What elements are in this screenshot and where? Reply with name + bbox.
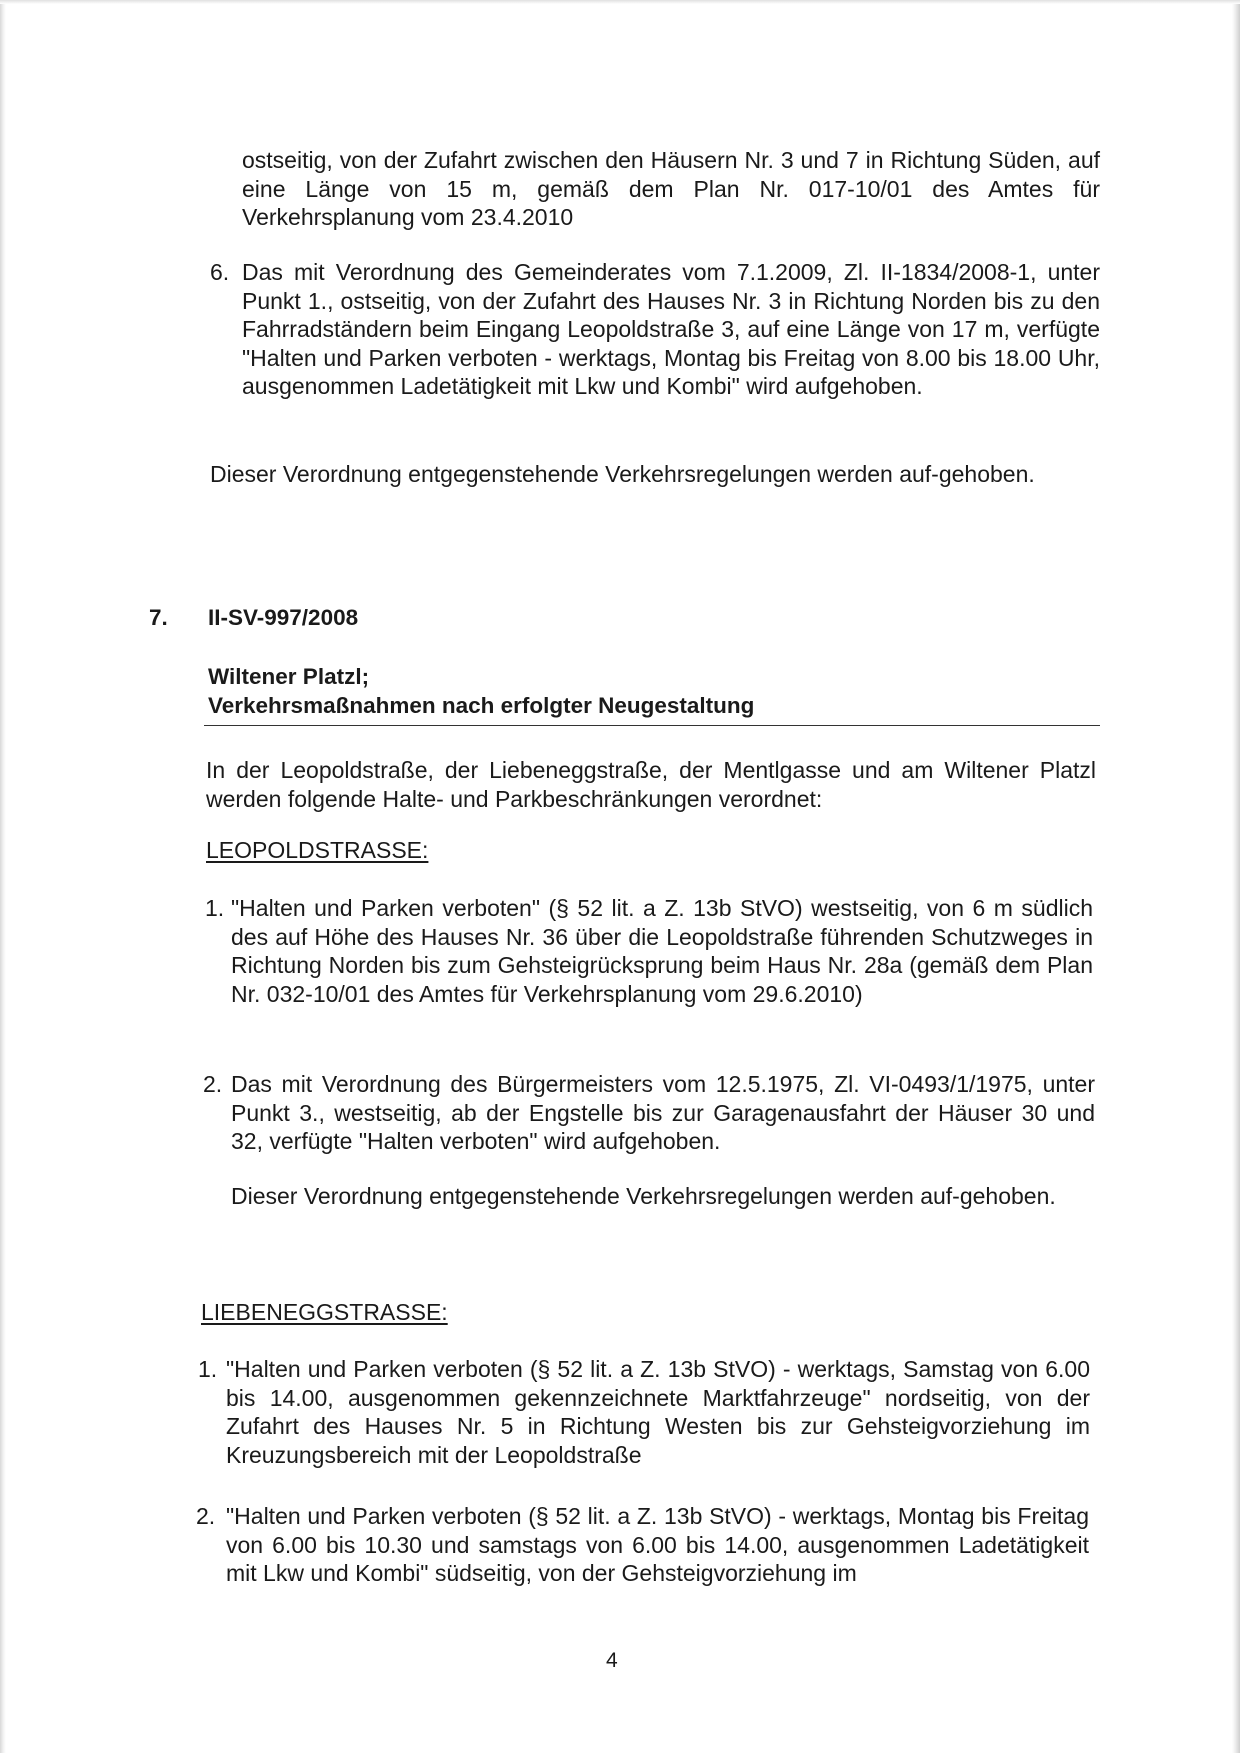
section-intro: In der Leopoldstraße, der Liebeneggstraße, der Mentlgasse und am Wiltener Platzl werden folgende Halte- und Parkbeschränkungen verordnet: [206, 757, 1096, 812]
list-item-text: "Halten und Parken verboten (§ 52 lit. a Z. 13b StVO) - werktags, Samstag von 6.00 bis 14.00, ausgenommen gekennzeichnete Marktfahrzeuge" nordseitig, von der Zufahrt des Hauses Nr. 5 in Richtung Westen bis zur Gehsteigvorziehung im Kreuzungsbereich mit der Leopoldstraße [226, 1356, 1090, 1468]
leopoldstrasse-item-2 [203, 1070, 1095, 1156]
liebeneggstrasse-heading: LIEBENEGGSTRASSE: [201, 1299, 448, 1325]
liebeneggstrasse-item-2 [196, 1502, 1089, 1588]
leopoldstrasse-item-1 [205, 894, 1093, 1008]
leopoldstrasse-closing: Dieser Verordnung entgegenstehende Verkehrsregelungen werden auf-gehoben. [231, 1183, 1056, 1209]
leopoldstrasse-heading: LEOPOLDSTRASSE: [206, 837, 429, 863]
list-item-number: 2. [203, 1071, 223, 1097]
list-item-text: Das mit Verordnung des Bürgermeisters vom 12.5.1975, Zl. VI-0493/1/1975, unter Punkt 3., westseitig, ab der Engstelle bis zur Garagenausfahrt der Häuser 30 und 32, verfügte "Halten verboten" wird aufgehoben. [231, 1071, 1095, 1154]
list-item-number: 2. [196, 1503, 216, 1529]
closing-paragraph: Dieser Verordnung entgegenstehende Verkehrsregelungen werden auf-gehoben. [210, 461, 1035, 487]
section-reference: II-SV-997/2008 [208, 605, 359, 630]
scan-edge-right [1232, 0, 1240, 1753]
list-item-6 [210, 258, 1100, 401]
scan-edge-top [0, 0, 1240, 4]
section-number: 7. [149, 605, 168, 630]
liebeneggstrasse-item-1 [198, 1355, 1090, 1469]
section-title-line-1: Wiltener Platzl; [208, 664, 370, 689]
list-item-text: "Halten und Parken verboten (§ 52 lit. a Z. 13b StVO) - werktags, Montag bis Freitag von 6.00 bis 10.30 und samstags von 6.00 bis 14.00, ausgenommen Ladetätigkeit mit Lkw und Kombi" südseitig, von der Gehsteigvorziehung im [226, 1503, 1089, 1586]
list-item-text: "Halten und Parken verboten" (§ 52 lit. a Z. 13b StVO) westseitig, von 6 m südlich des auf Höhe des Hauses Nr. 36 über die Leopoldstraße führenden Schutzweges in Richtung Norden bis zum Gehsteigrücksprung beim Haus Nr. 28a (gemäß dem Plan Nr. 032-10/01 des Amtes für Verkehrsplanung vom 29.6.2010) [231, 895, 1093, 1007]
section-title-rule [204, 725, 1100, 726]
list-item-number: 6. [210, 259, 230, 285]
list-item-number: 1. [205, 895, 225, 921]
list-item-number: 1. [198, 1356, 218, 1382]
list-item-text: Das mit Verordnung des Gemeinderates vom 7.1.2009, Zl. II-1834/2008-1, unter Punkt 1., ostseitig, von der Zufahrt des Hauses Nr. 3 in Richtung Norden bis zu den Fahrradständern beim Eingang Leopoldstraße 3, auf eine Länge von 17 m, verfügte "Halten und Parken verboten - werktags, Montag bis Freitag von 8.00 bis 18.00 Uhr, ausgenommen Ladetätigkeit mit Lkw und Kombi" wird aufgehoben. [242, 259, 1100, 399]
continuation-item-text: ostseitig, von der Zufahrt zwischen den Häusern Nr. 3 und 7 in Richtung Süden, auf eine Länge von 15 m, gemäß dem Plan Nr. 017-10/01 des Amtes für Verkehrsplanung vom 23.4.2010 [242, 147, 1100, 230]
page-number: 4 [606, 1649, 618, 1672]
scan-edge-left [0, 0, 6, 1753]
section-title-line-2: Verkehrsmaßnahmen nach erfolgter Neugestaltung [208, 693, 755, 718]
